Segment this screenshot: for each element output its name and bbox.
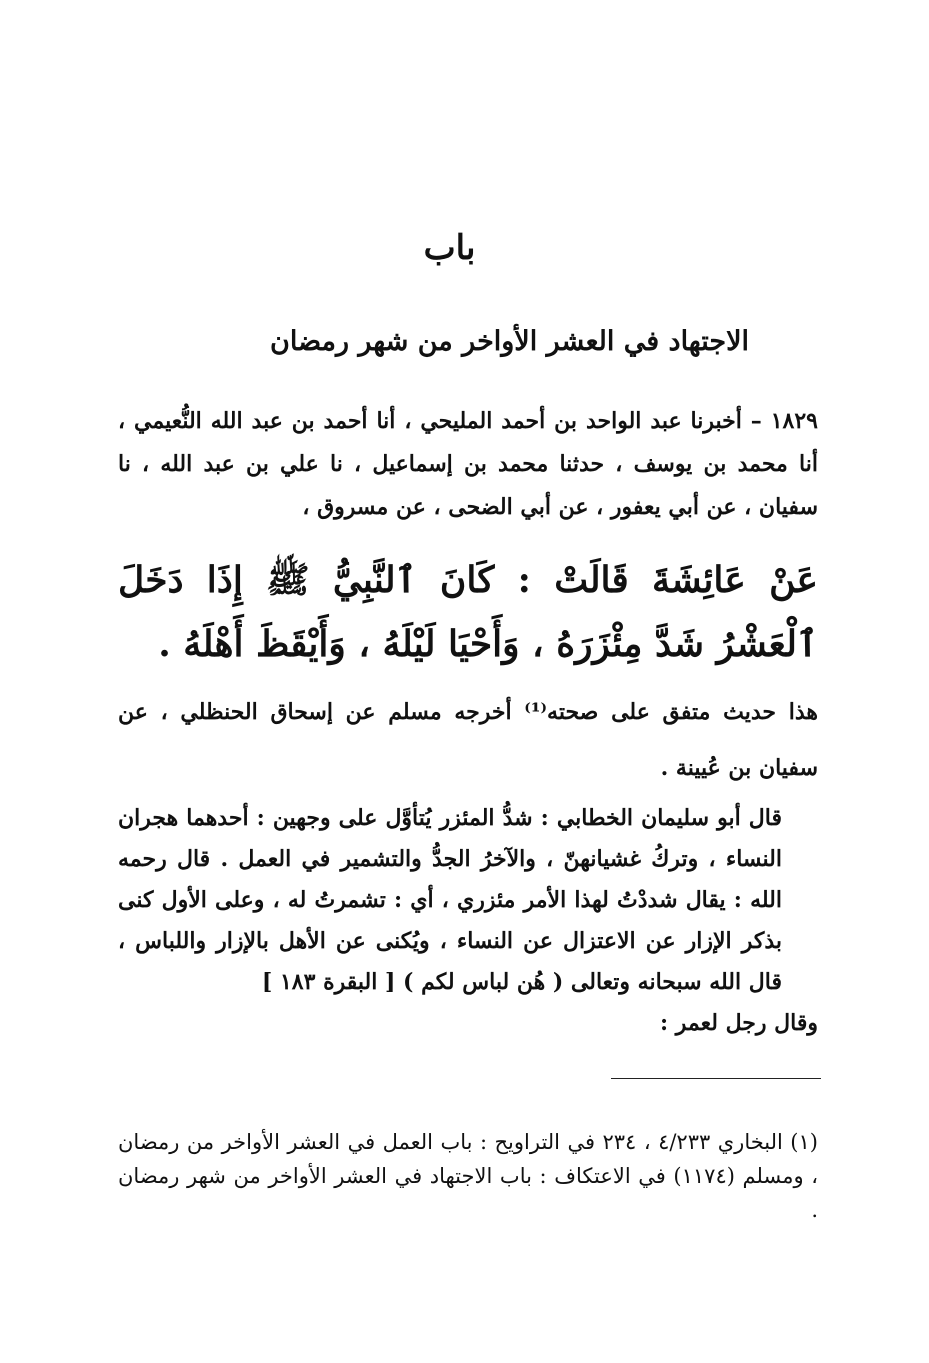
footnote-divider <box>611 1078 821 1079</box>
commentary <box>118 798 818 1044</box>
hadith-number: ١٨٢٩ <box>770 408 818 434</box>
hadith-takhrij: هذا حديث متفق على صحته⁽¹⁾ أخرجه مسلم عن إسحاق الحنظلي ، عن سفيان بن عُيينة . <box>118 699 818 781</box>
chapter-title: الاجتهاد في العشر الأواخر من شهر رمضان <box>270 326 749 357</box>
isnad-text: – أخبرنا عبد الواحد بن أحمد المليحي ، أنا أحمد بن عبد الله النُّعيمي ، أنا محمد بن يوسف ، حدثنا محمد بن إسماعيل ، نا علي بن عبد الله ، نا سفيان ، عن أبي يعفور ، عن أبي الضحى ، عن مسروق ، <box>118 408 818 520</box>
hadith-isnad <box>118 400 818 529</box>
commentary-paragraph-continued: وقال رجل لعمر : <box>660 1010 818 1036</box>
hadith-matn: عَنْ عَائِشَةَ قَالَتْ : كَانَ ٱلنَّبِيُّ ﷺ إِذَا دَخَلَ ٱلْعَشْرُ شَدَّ مِئْزَرَهُ ، وَأَحْيَا لَيْلَهُ ، وَأَيْقَظَ أَهْلَهُ . <box>118 559 818 665</box>
commentary-paragraph: قال أبو سليمان الخطابي : شدُّ المئزر يُتأوَّل على وجهين : أحدهما هجران النساء ، وتركُ غشيانهنّ ، والآخرُ الجدُّ والتشمير في العمل . قال رحمه الله : يقال شددْتُ لهذا الأمر مئزري ، أي : تشمرتُ له ، وعلى الأول كنى بذكر الإزار عن الاعتزال عن النساء ، ويُكنى عن الأهل بالإزار واللباس ، قال الله سبحانه وتعالى ( هُن لباس لكم ) [ البقرة ١٨٣ ] <box>118 805 782 995</box>
footnote: (١) البخاري ٤/٢٣٣ ، ٢٣٤ في التراويح : باب العمل في العشر الأواخر من رمضان ، ومسلم (١١٧٤) في الاعتكاف : باب الاجتهاد في العشر الأواخر من شهر رمضان . <box>118 1130 818 1222</box>
chapter-marker: باب <box>423 228 476 268</box>
